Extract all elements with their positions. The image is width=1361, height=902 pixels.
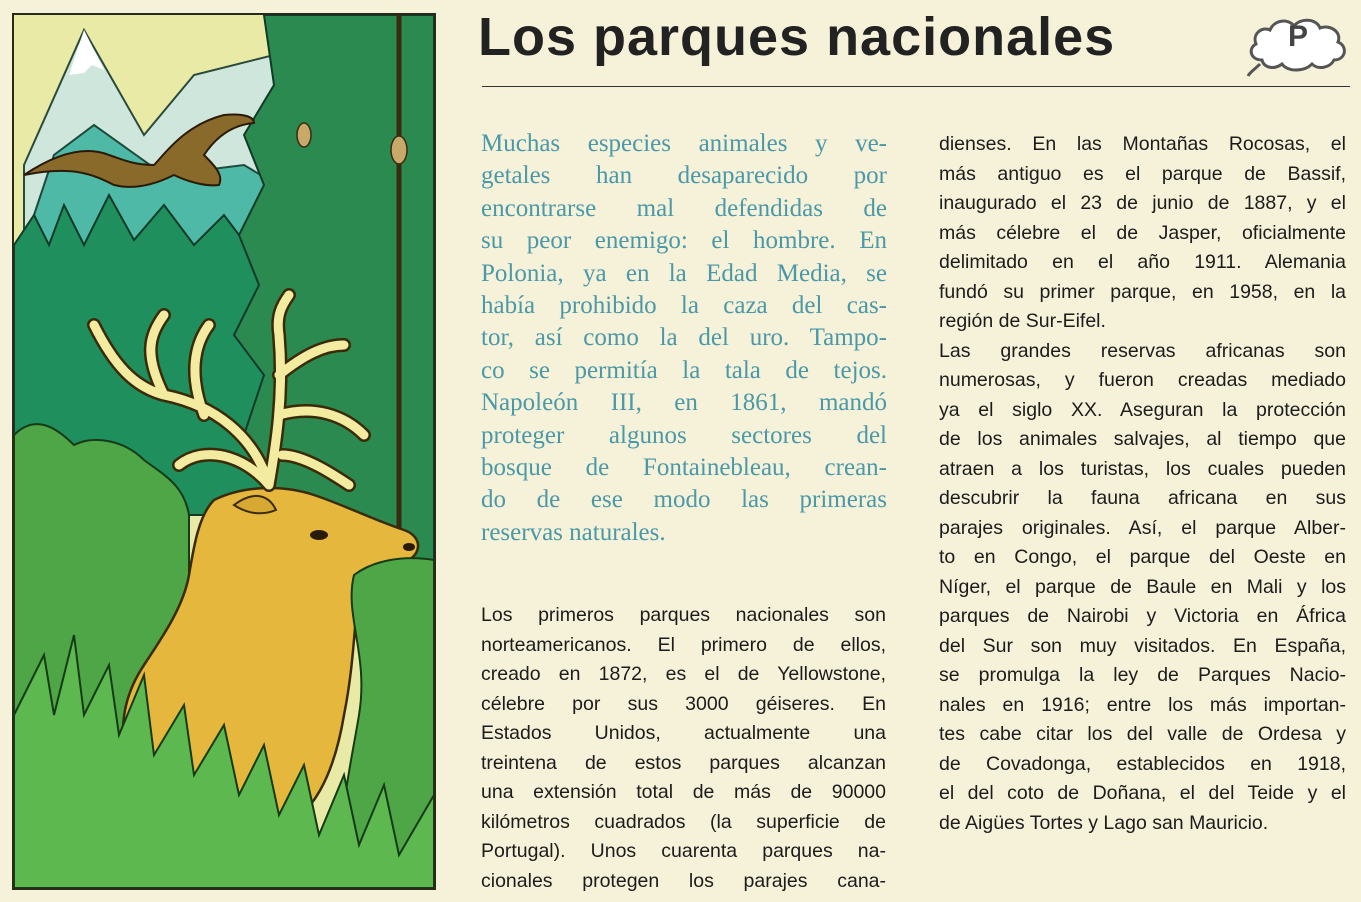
- body-line: nales en 1916; entre los más importan-: [939, 693, 1346, 716]
- body-line: fundó su primer parque, en 1958, en la: [939, 280, 1346, 303]
- intro-line: bosque de Fontainebleau, crean-: [481, 454, 887, 482]
- body-line: más célebre el de Jasper, oficialmente: [939, 221, 1346, 244]
- body-line: de Aigües Tortes y Lago san Mauricio.: [939, 811, 1269, 834]
- body-line: el del coto de Doñana, el del Teide y el: [939, 782, 1346, 804]
- body-line: de los animales salvajes, al tiempo que: [939, 428, 1346, 450]
- body-line: to en Congo, el parque del Oeste en: [939, 546, 1346, 568]
- body-line: Níger, el parque de Baule en Mali y los: [939, 575, 1346, 598]
- body-line: de Covadonga, establecidos en 1918,: [939, 752, 1346, 775]
- intro-paragraph: [481, 128, 887, 549]
- intro-line: Polonia, ya en la Edad Media, se: [481, 259, 887, 287]
- body-column-left: [481, 601, 886, 896]
- body-line: norteamericanos. El primero de ellos,: [481, 633, 886, 656]
- body-line: célebre por sus 3000 géiseres. En: [481, 692, 886, 715]
- body-line: Estados Unidos, actualmente una: [481, 722, 886, 744]
- intro-line: Napoleón III, en 1861, mandó: [481, 389, 887, 417]
- section-badge: [1244, 14, 1352, 78]
- intro-line: encontrarse mal defendidas de: [481, 194, 887, 222]
- body-line: Las grandes reservas africanas son: [939, 339, 1346, 362]
- body-line: kilómetros cuadrados (la superficie de: [481, 810, 886, 833]
- body-line: inaugurado el 23 de junio de 1887, y el: [939, 192, 1346, 214]
- body-line: delimitado en el año 1911. Alemania: [939, 251, 1346, 273]
- body-paragraph: [939, 130, 1346, 337]
- intro-line: co se permitía la tala de tejos.: [481, 356, 887, 384]
- body-line: parques de Nairobi y Victoria en África: [939, 605, 1346, 627]
- body-line: tes cabe citar los del valle de Ordesa y: [939, 723, 1346, 745]
- body-line: dienses. En las Montañas Rocosas, el: [939, 133, 1346, 155]
- body-line: se promulga la ley de Parques Nacio-: [939, 664, 1346, 686]
- title-divider: [482, 86, 1350, 87]
- page-title: Los parques nacionales: [478, 7, 1116, 67]
- body-line: región de Sur-Eifel.: [939, 310, 1106, 332]
- intro-line: getales han desaparecido por: [481, 162, 887, 190]
- body-line: ya el siglo XX. Aseguran la protección: [939, 398, 1346, 421]
- body-line: creado en 1872, es el de Yellowstone,: [481, 663, 886, 685]
- badge-letter: P: [1287, 20, 1308, 53]
- body-line: parajes originales. Así, el parque Alber-: [939, 516, 1346, 539]
- body-line: treintena de estos parques alcanzan: [481, 751, 886, 774]
- body-line: del Sur son muy visitados. En España,: [939, 634, 1346, 657]
- intro-line: proteger algunos sectores del: [481, 421, 887, 449]
- intro-line: do de ese modo las primeras: [481, 486, 887, 514]
- body-line: atraen a los turistas, los cuales pueden: [939, 457, 1346, 480]
- body-paragraph: [939, 337, 1346, 839]
- body-line: Portugal). Unos cuarenta parques na-: [481, 840, 886, 862]
- intro-line: Muchas especies animales y ve-: [481, 130, 887, 157]
- intro-line: reservas naturales.: [481, 518, 666, 546]
- body-line: más antiguo es el parque de Bassif,: [939, 162, 1346, 185]
- intro-line: tor, así como la del uro. Tampo-: [481, 324, 887, 352]
- body-line: Los primeros parques nacionales son: [481, 604, 886, 626]
- body-line: una extensión total de más de 90000: [481, 781, 886, 803]
- intro-line: su peor enemigo: el hombre. En: [481, 227, 887, 255]
- body-line: cionales protegen los parajes cana-: [481, 869, 886, 892]
- illustration-svg: [14, 15, 434, 888]
- body-paragraph: [481, 601, 886, 896]
- deer-forest-illustration: [12, 13, 436, 890]
- body-line: descubrir la fauna africana en sus: [939, 487, 1346, 509]
- body-line: numerosas, y fueron creadas mediado: [939, 369, 1346, 391]
- intro-line: había prohibido la caza del cas-: [481, 292, 887, 320]
- body-column-right: [939, 130, 1346, 838]
